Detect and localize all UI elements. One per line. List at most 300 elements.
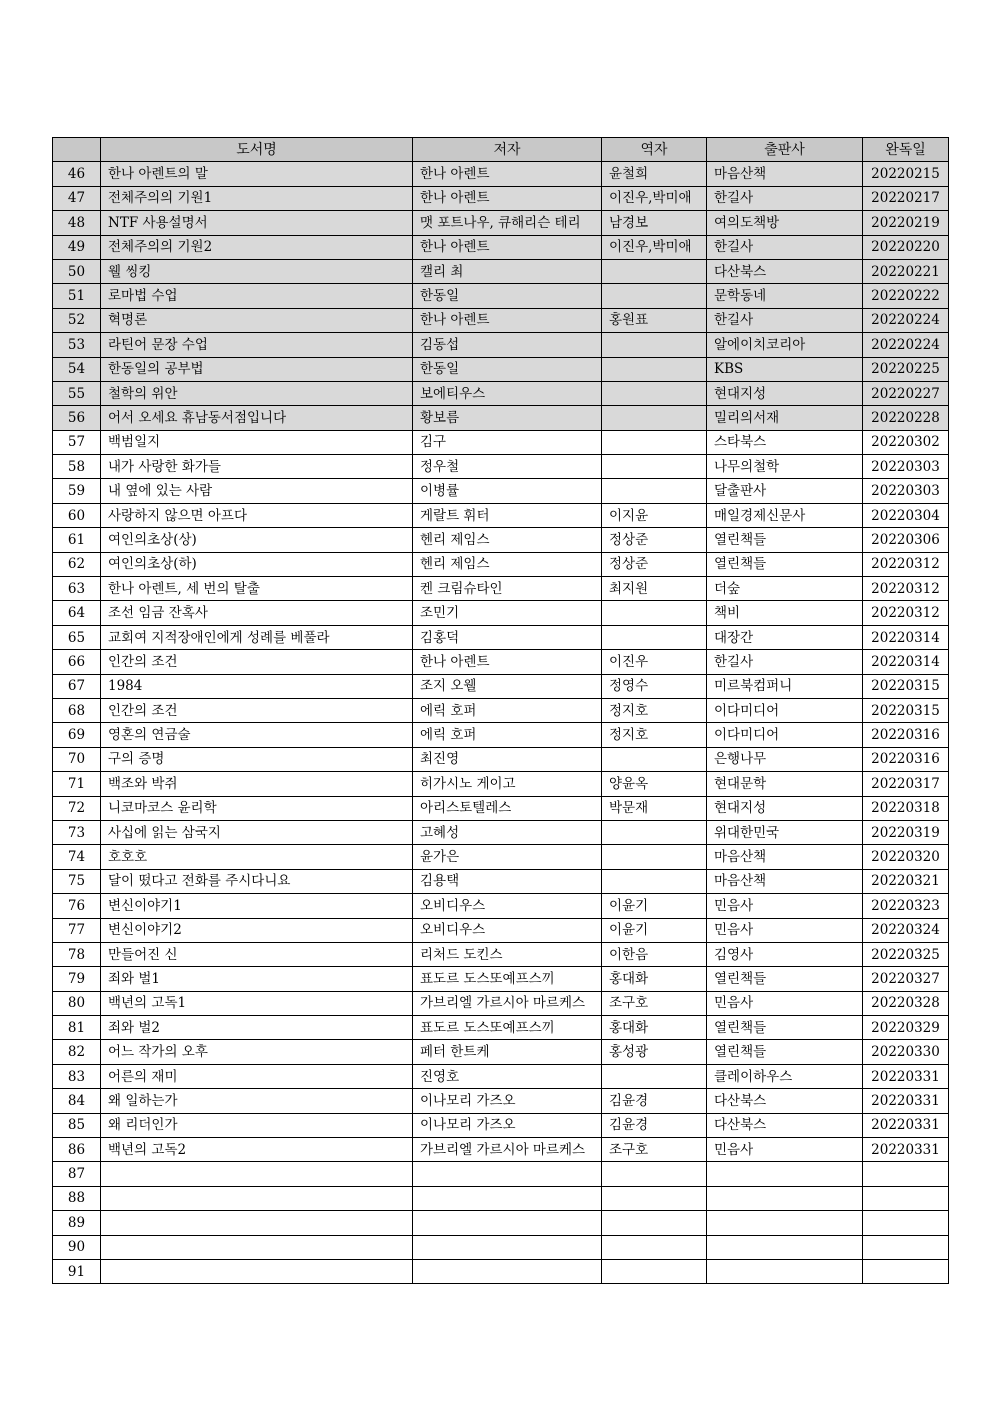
finished-date: 20220315 bbox=[863, 674, 949, 698]
book-publisher bbox=[707, 1235, 863, 1259]
finished-date: 20220222 bbox=[863, 284, 949, 308]
book-publisher: 대장간 bbox=[707, 625, 863, 649]
book-title: 전체주의의 기원1 bbox=[101, 186, 413, 210]
table-row bbox=[53, 1235, 949, 1259]
book-title: 변신이야기1 bbox=[101, 894, 413, 918]
book-author: 이나모리 가즈오 bbox=[413, 1089, 602, 1113]
book-title: 1984 bbox=[101, 674, 413, 698]
header-number bbox=[53, 138, 101, 162]
book-author: 오비디우스 bbox=[413, 918, 602, 942]
book-author: 한나 아렌트 bbox=[413, 235, 602, 259]
row-number: 72 bbox=[53, 796, 101, 820]
row-number: 63 bbox=[53, 577, 101, 601]
book-title: 죄와 벌2 bbox=[101, 1016, 413, 1040]
table-row bbox=[53, 1089, 949, 1113]
finished-date: 20220306 bbox=[863, 528, 949, 552]
table-row bbox=[53, 723, 949, 747]
row-number: 56 bbox=[53, 406, 101, 430]
table-row bbox=[53, 820, 949, 844]
book-publisher: 스타북스 bbox=[707, 430, 863, 454]
book-title: 니코마코스 윤리학 bbox=[101, 796, 413, 820]
book-translator: 정상준 bbox=[602, 552, 707, 576]
finished-date: 20220302 bbox=[863, 430, 949, 454]
book-publisher bbox=[707, 1162, 863, 1186]
book-publisher: 달출판사 bbox=[707, 479, 863, 503]
book-author: 표도르 도스또예프스끼 bbox=[413, 1016, 602, 1040]
book-translator: 홍대화 bbox=[602, 1016, 707, 1040]
book-title: 철학의 위안 bbox=[101, 381, 413, 405]
book-translator bbox=[602, 747, 707, 771]
book-title: 한나 아렌트의 말 bbox=[101, 162, 413, 186]
row-number: 64 bbox=[53, 601, 101, 625]
table-row bbox=[53, 577, 949, 601]
book-translator: 이진우 bbox=[602, 650, 707, 674]
book-author: 에릭 호퍼 bbox=[413, 698, 602, 722]
header-translator: 역자 bbox=[602, 138, 707, 162]
book-author: 에릭 호퍼 bbox=[413, 723, 602, 747]
table-body bbox=[53, 162, 949, 1284]
table-row bbox=[53, 259, 949, 283]
book-publisher: 더숲 bbox=[707, 577, 863, 601]
book-author: 이나모리 가즈오 bbox=[413, 1113, 602, 1137]
book-title: 인간의 조건 bbox=[101, 698, 413, 722]
book-author: 한나 아렌트 bbox=[413, 650, 602, 674]
finished-date: 20220315 bbox=[863, 698, 949, 722]
finished-date: 20220319 bbox=[863, 820, 949, 844]
table-row bbox=[53, 698, 949, 722]
table-row bbox=[53, 772, 949, 796]
book-publisher: 한길사 bbox=[707, 308, 863, 332]
book-title: 구의 증명 bbox=[101, 747, 413, 771]
finished-date: 20220328 bbox=[863, 991, 949, 1015]
book-translator bbox=[602, 406, 707, 430]
table-row bbox=[53, 1064, 949, 1088]
book-translator: 정상준 bbox=[602, 528, 707, 552]
row-number: 89 bbox=[53, 1211, 101, 1235]
book-publisher: 민음사 bbox=[707, 991, 863, 1015]
row-number: 81 bbox=[53, 1016, 101, 1040]
row-number: 65 bbox=[53, 625, 101, 649]
finished-date: 20220331 bbox=[863, 1089, 949, 1113]
table-row bbox=[53, 942, 949, 966]
book-title bbox=[101, 1259, 413, 1283]
finished-date: 20220318 bbox=[863, 796, 949, 820]
row-number: 85 bbox=[53, 1113, 101, 1137]
row-number: 84 bbox=[53, 1089, 101, 1113]
book-author: 김용택 bbox=[413, 869, 602, 893]
book-author: 리처드 도킨스 bbox=[413, 942, 602, 966]
table-row bbox=[53, 1186, 949, 1210]
row-number: 53 bbox=[53, 333, 101, 357]
book-publisher bbox=[707, 1186, 863, 1210]
book-author: 한나 아렌트 bbox=[413, 186, 602, 210]
finished-date: 20220312 bbox=[863, 577, 949, 601]
book-title: 왜 리더인가 bbox=[101, 1113, 413, 1137]
book-publisher: 이다미디어 bbox=[707, 723, 863, 747]
finished-date: 20220224 bbox=[863, 308, 949, 332]
book-translator: 김윤경 bbox=[602, 1089, 707, 1113]
book-translator bbox=[602, 479, 707, 503]
book-author: 캘리 최 bbox=[413, 259, 602, 283]
book-author: 헨리 제임스 bbox=[413, 528, 602, 552]
table-row bbox=[53, 625, 949, 649]
book-publisher: 마음산책 bbox=[707, 162, 863, 186]
row-number: 55 bbox=[53, 381, 101, 405]
finished-date: 20220219 bbox=[863, 211, 949, 235]
book-translator: 이진우,박미애 bbox=[602, 186, 707, 210]
header-title: 도서명 bbox=[101, 138, 413, 162]
book-publisher: 위대한민국 bbox=[707, 820, 863, 844]
book-publisher: 은행나무 bbox=[707, 747, 863, 771]
book-author: 켄 크림슈타인 bbox=[413, 577, 602, 601]
book-translator: 이윤기 bbox=[602, 894, 707, 918]
book-translator: 조구호 bbox=[602, 991, 707, 1015]
row-number: 48 bbox=[53, 211, 101, 235]
book-title: 여인의초상(상) bbox=[101, 528, 413, 552]
table-row bbox=[53, 650, 949, 674]
table-row bbox=[53, 1113, 949, 1137]
table-row bbox=[53, 1211, 949, 1235]
book-title bbox=[101, 1162, 413, 1186]
book-publisher: 열린책들 bbox=[707, 1040, 863, 1064]
table-row bbox=[53, 1040, 949, 1064]
reading-log-table bbox=[52, 137, 949, 1284]
finished-date: 20220220 bbox=[863, 235, 949, 259]
row-number: 49 bbox=[53, 235, 101, 259]
book-translator: 홍원표 bbox=[602, 308, 707, 332]
book-translator bbox=[602, 1186, 707, 1210]
book-publisher: KBS bbox=[707, 357, 863, 381]
table-row bbox=[53, 674, 949, 698]
row-number: 60 bbox=[53, 503, 101, 527]
book-translator bbox=[602, 601, 707, 625]
finished-date bbox=[863, 1235, 949, 1259]
book-author bbox=[413, 1259, 602, 1283]
book-publisher: 한길사 bbox=[707, 235, 863, 259]
book-author: 이병률 bbox=[413, 479, 602, 503]
book-publisher: 다산북스 bbox=[707, 1089, 863, 1113]
book-author: 최진영 bbox=[413, 747, 602, 771]
finished-date: 20220323 bbox=[863, 894, 949, 918]
book-title: 사랑하지 않으면 아프다 bbox=[101, 503, 413, 527]
table-row bbox=[53, 235, 949, 259]
book-publisher: 클레이하우스 bbox=[707, 1064, 863, 1088]
book-publisher: 마음산책 bbox=[707, 845, 863, 869]
finished-date: 20220330 bbox=[863, 1040, 949, 1064]
book-translator: 이윤기 bbox=[602, 918, 707, 942]
header-publisher: 출판사 bbox=[707, 138, 863, 162]
book-translator bbox=[602, 1064, 707, 1088]
row-number: 50 bbox=[53, 259, 101, 283]
finished-date: 20220303 bbox=[863, 455, 949, 479]
book-publisher: 김영사 bbox=[707, 942, 863, 966]
book-author: 김동섭 bbox=[413, 333, 602, 357]
book-translator bbox=[602, 455, 707, 479]
book-translator bbox=[602, 1162, 707, 1186]
book-title: 한동일의 공부법 bbox=[101, 357, 413, 381]
finished-date bbox=[863, 1162, 949, 1186]
table-row bbox=[53, 1016, 949, 1040]
book-publisher: 열린책들 bbox=[707, 552, 863, 576]
book-title: 교회여 지적장애인에게 성례를 베풀라 bbox=[101, 625, 413, 649]
table-row bbox=[53, 430, 949, 454]
row-number: 74 bbox=[53, 845, 101, 869]
header-row bbox=[53, 138, 949, 162]
book-publisher: 이다미디어 bbox=[707, 698, 863, 722]
row-number: 52 bbox=[53, 308, 101, 332]
finished-date: 20220321 bbox=[863, 869, 949, 893]
book-translator bbox=[602, 625, 707, 649]
book-title: 백년의 고독1 bbox=[101, 991, 413, 1015]
header-finished-date: 완독일 bbox=[863, 138, 949, 162]
book-title: NTF 사용설명서 bbox=[101, 211, 413, 235]
book-publisher: 민음사 bbox=[707, 918, 863, 942]
table-row bbox=[53, 186, 949, 210]
table-row bbox=[53, 406, 949, 430]
book-translator: 최지원 bbox=[602, 577, 707, 601]
book-author bbox=[413, 1162, 602, 1186]
book-title: 변신이야기2 bbox=[101, 918, 413, 942]
finished-date: 20220316 bbox=[863, 723, 949, 747]
table-row bbox=[53, 1162, 949, 1186]
row-number: 57 bbox=[53, 430, 101, 454]
book-publisher bbox=[707, 1259, 863, 1283]
book-author: 아리스토텔레스 bbox=[413, 796, 602, 820]
book-title: 한나 아렌트, 세 번의 탈출 bbox=[101, 577, 413, 601]
book-title bbox=[101, 1186, 413, 1210]
book-translator: 이진우,박미애 bbox=[602, 235, 707, 259]
row-number: 59 bbox=[53, 479, 101, 503]
row-number: 47 bbox=[53, 186, 101, 210]
book-author: 오비디우스 bbox=[413, 894, 602, 918]
finished-date: 20220225 bbox=[863, 357, 949, 381]
book-author: 맷 포트나우, 큐해리슨 테리 bbox=[413, 211, 602, 235]
row-number: 88 bbox=[53, 1186, 101, 1210]
book-publisher: 현대지성 bbox=[707, 381, 863, 405]
table-row bbox=[53, 552, 949, 576]
table-row bbox=[53, 503, 949, 527]
book-publisher: 마음산책 bbox=[707, 869, 863, 893]
table-row bbox=[53, 1138, 949, 1162]
table-row bbox=[53, 528, 949, 552]
book-translator: 정지호 bbox=[602, 698, 707, 722]
book-author: 윤가은 bbox=[413, 845, 602, 869]
book-title: 달이 떴다고 전화를 주시다니요 bbox=[101, 869, 413, 893]
row-number: 67 bbox=[53, 674, 101, 698]
row-number: 80 bbox=[53, 991, 101, 1015]
book-publisher bbox=[707, 1211, 863, 1235]
book-author bbox=[413, 1211, 602, 1235]
book-publisher: 책비 bbox=[707, 601, 863, 625]
book-author: 한나 아렌트 bbox=[413, 308, 602, 332]
book-author: 황보름 bbox=[413, 406, 602, 430]
book-title: 어른의 재미 bbox=[101, 1064, 413, 1088]
finished-date: 20220325 bbox=[863, 942, 949, 966]
finished-date: 20220317 bbox=[863, 772, 949, 796]
table-row bbox=[53, 601, 949, 625]
row-number: 71 bbox=[53, 772, 101, 796]
table-row bbox=[53, 967, 949, 991]
book-translator: 조구호 bbox=[602, 1138, 707, 1162]
book-title: 혁명론 bbox=[101, 308, 413, 332]
row-number: 75 bbox=[53, 869, 101, 893]
book-title: 백범일지 bbox=[101, 430, 413, 454]
table-row bbox=[53, 455, 949, 479]
table-row bbox=[53, 918, 949, 942]
finished-date: 20220316 bbox=[863, 747, 949, 771]
book-translator bbox=[602, 333, 707, 357]
table-row bbox=[53, 284, 949, 308]
row-number: 86 bbox=[53, 1138, 101, 1162]
row-number: 76 bbox=[53, 894, 101, 918]
book-author: 조민기 bbox=[413, 601, 602, 625]
finished-date: 20220217 bbox=[863, 186, 949, 210]
finished-date: 20220224 bbox=[863, 333, 949, 357]
book-translator: 정영수 bbox=[602, 674, 707, 698]
book-author: 정우철 bbox=[413, 455, 602, 479]
book-title: 내 옆에 있는 사람 bbox=[101, 479, 413, 503]
book-title: 로마법 수업 bbox=[101, 284, 413, 308]
book-author: 고혜성 bbox=[413, 820, 602, 844]
finished-date: 20220228 bbox=[863, 406, 949, 430]
book-title: 백조와 박쥐 bbox=[101, 772, 413, 796]
row-number: 51 bbox=[53, 284, 101, 308]
book-author: 표도르 도스또예프스끼 bbox=[413, 967, 602, 991]
book-publisher: 민음사 bbox=[707, 894, 863, 918]
book-author: 보에티우스 bbox=[413, 381, 602, 405]
row-number: 73 bbox=[53, 820, 101, 844]
book-author bbox=[413, 1235, 602, 1259]
table-row bbox=[53, 479, 949, 503]
row-number: 54 bbox=[53, 357, 101, 381]
row-number: 83 bbox=[53, 1064, 101, 1088]
book-publisher: 매일경제신문사 bbox=[707, 503, 863, 527]
book-publisher: 현대지성 bbox=[707, 796, 863, 820]
book-publisher: 미르북컴퍼니 bbox=[707, 674, 863, 698]
finished-date bbox=[863, 1211, 949, 1235]
book-translator bbox=[602, 259, 707, 283]
book-author bbox=[413, 1186, 602, 1210]
table-row bbox=[53, 747, 949, 771]
book-author: 한나 아렌트 bbox=[413, 162, 602, 186]
row-number: 68 bbox=[53, 698, 101, 722]
book-title: 영혼의 연금술 bbox=[101, 723, 413, 747]
book-author: 김구 bbox=[413, 430, 602, 454]
finished-date: 20220329 bbox=[863, 1016, 949, 1040]
finished-date: 20220303 bbox=[863, 479, 949, 503]
book-publisher: 여의도책방 bbox=[707, 211, 863, 235]
finished-date: 20220327 bbox=[863, 967, 949, 991]
table-row bbox=[53, 991, 949, 1015]
book-title: 어느 작가의 오후 bbox=[101, 1040, 413, 1064]
finished-date bbox=[863, 1186, 949, 1210]
book-translator: 양윤옥 bbox=[602, 772, 707, 796]
finished-date: 20220314 bbox=[863, 625, 949, 649]
book-author: 진영호 bbox=[413, 1064, 602, 1088]
book-title: 어서 오세요 휴남동서점입니다 bbox=[101, 406, 413, 430]
table-row bbox=[53, 211, 949, 235]
book-title: 만들어진 신 bbox=[101, 942, 413, 966]
book-author: 한동일 bbox=[413, 357, 602, 381]
book-author: 게랄트 휘터 bbox=[413, 503, 602, 527]
book-author: 조지 오웰 bbox=[413, 674, 602, 698]
book-translator bbox=[602, 381, 707, 405]
book-title bbox=[101, 1211, 413, 1235]
book-title: 내가 사랑한 화가들 bbox=[101, 455, 413, 479]
table-row bbox=[53, 333, 949, 357]
book-publisher: 열린책들 bbox=[707, 967, 863, 991]
book-translator: 정지호 bbox=[602, 723, 707, 747]
table-row bbox=[53, 894, 949, 918]
finished-date bbox=[863, 1259, 949, 1283]
finished-date: 20220215 bbox=[863, 162, 949, 186]
book-publisher: 현대문학 bbox=[707, 772, 863, 796]
finished-date: 20220320 bbox=[863, 845, 949, 869]
table-row bbox=[53, 1259, 949, 1283]
row-number: 82 bbox=[53, 1040, 101, 1064]
table-row bbox=[53, 162, 949, 186]
row-number: 87 bbox=[53, 1162, 101, 1186]
finished-date: 20220312 bbox=[863, 601, 949, 625]
book-author: 가브리엘 가르시아 마르케스 bbox=[413, 991, 602, 1015]
book-publisher: 문학동네 bbox=[707, 284, 863, 308]
finished-date: 20220221 bbox=[863, 259, 949, 283]
table-row bbox=[53, 796, 949, 820]
book-title: 인간의 조건 bbox=[101, 650, 413, 674]
book-title: 호호호 bbox=[101, 845, 413, 869]
table-row bbox=[53, 308, 949, 332]
row-number: 46 bbox=[53, 162, 101, 186]
book-publisher: 한길사 bbox=[707, 186, 863, 210]
book-publisher: 한길사 bbox=[707, 650, 863, 674]
book-translator bbox=[602, 430, 707, 454]
book-translator bbox=[602, 1259, 707, 1283]
row-number: 61 bbox=[53, 528, 101, 552]
row-number: 91 bbox=[53, 1259, 101, 1283]
book-publisher: 다산북스 bbox=[707, 1113, 863, 1137]
row-number: 69 bbox=[53, 723, 101, 747]
book-translator: 이지윤 bbox=[602, 503, 707, 527]
book-author: 헨리 제임스 bbox=[413, 552, 602, 576]
row-number: 62 bbox=[53, 552, 101, 576]
book-publisher: 나무의철학 bbox=[707, 455, 863, 479]
book-translator: 이한음 bbox=[602, 942, 707, 966]
book-translator bbox=[602, 1211, 707, 1235]
book-title: 조선 임금 잔혹사 bbox=[101, 601, 413, 625]
book-title: 전체주의의 기원2 bbox=[101, 235, 413, 259]
finished-date: 20220331 bbox=[863, 1138, 949, 1162]
header-author: 저자 bbox=[413, 138, 602, 162]
book-translator bbox=[602, 284, 707, 308]
book-author: 김홍덕 bbox=[413, 625, 602, 649]
row-number: 70 bbox=[53, 747, 101, 771]
table-row bbox=[53, 845, 949, 869]
book-title: 여인의초상(하) bbox=[101, 552, 413, 576]
book-publisher: 열린책들 bbox=[707, 528, 863, 552]
book-translator: 홍성광 bbox=[602, 1040, 707, 1064]
row-number: 90 bbox=[53, 1235, 101, 1259]
book-translator: 홍대화 bbox=[602, 967, 707, 991]
row-number: 66 bbox=[53, 650, 101, 674]
finished-date: 20220324 bbox=[863, 918, 949, 942]
book-translator: 윤철희 bbox=[602, 162, 707, 186]
table-row bbox=[53, 357, 949, 381]
finished-date: 20220314 bbox=[863, 650, 949, 674]
row-number: 78 bbox=[53, 942, 101, 966]
finished-date: 20220227 bbox=[863, 381, 949, 405]
book-author: 가브리엘 가르시아 마르케스 bbox=[413, 1138, 602, 1162]
finished-date: 20220331 bbox=[863, 1064, 949, 1088]
